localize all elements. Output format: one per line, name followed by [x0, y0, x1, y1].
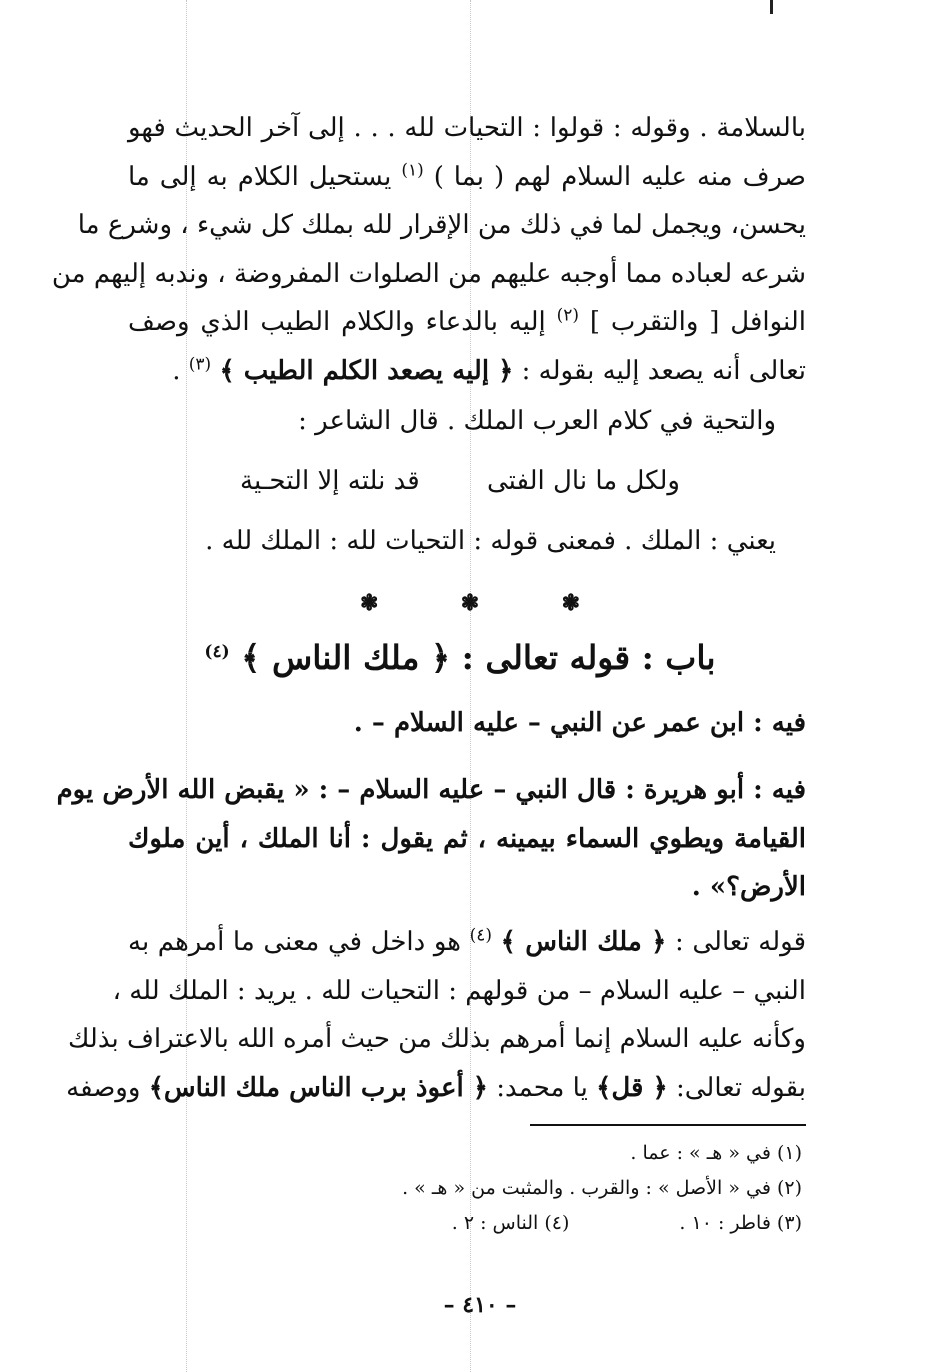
- poem-verse: [240, 466, 680, 506]
- footnote-2: (٢) في « الأصل » : والقرب . والمثبت من « هـ » .: [402, 1177, 802, 1199]
- footnote-3: (٣) فاطر : ١٠ .: [679, 1212, 802, 1234]
- footnote-ref[interactable]: (٤): [204, 642, 230, 662]
- footnote-ref[interactable]: (٤): [469, 925, 493, 946]
- star-ornament-icon: ❃: [460, 590, 480, 616]
- quran-verse: ﴿ قل﴾: [596, 1072, 668, 1103]
- text-segment: إليه بالدعاء والكلام الطيب الذي وصف: [128, 307, 546, 337]
- paragraph-1-line: [128, 347, 806, 396]
- text-segment: النوافل [ والتقرب ]: [589, 307, 807, 337]
- paragraph-1-line: بالسلامة . وقوله : قولوا : التحيات لله . . . إلى آخر الحديث فهو: [128, 113, 806, 143]
- footnote-1: (١) في « هـ » : عما .: [630, 1142, 802, 1164]
- scan-corner-mark: [770, 0, 773, 14]
- paragraph-3: يعني : الملك . فمعنى قوله : التحيات لله : الملك لله .: [205, 526, 776, 556]
- footnote-row: [102, 1206, 802, 1241]
- page-number: – ٤١٠ –: [443, 1292, 517, 1318]
- poem-hemistich-left: قد نلته إلا التحـية: [240, 466, 420, 496]
- footnote-separator-rule: [530, 1124, 806, 1126]
- text-segment: يا محمد:: [496, 1072, 588, 1103]
- text-segment: يستحيل الكلام به إلى ما: [128, 161, 392, 192]
- text-segment: ووصفه: [66, 1072, 141, 1103]
- paragraph-1-line: يحسن، ويجمل لما في ذلك من الإقرار لله بملك كل شيء ، وشرع ما: [77, 210, 806, 240]
- paragraph-1-line: [128, 298, 806, 347]
- quran-verse: ﴿ ملك الناس ﴾: [500, 927, 667, 957]
- footnote-4: (٤) الناس : ٢ .: [451, 1212, 570, 1234]
- text-segment: هو داخل في معنى ما أمرهم به: [128, 927, 461, 957]
- quran-verse: ﴿ أعوذ برب الناس ملك الناس﴾: [148, 1072, 488, 1103]
- chapter-heading: [180, 638, 740, 677]
- paragraph-1-line: شرعه لعباده مما أوجبه عليهم من الصلوات المفروضة ، وندبه إليهم من: [51, 258, 806, 289]
- footnote-ref[interactable]: (٢): [556, 305, 580, 326]
- paragraph-4-line: النبي – عليه السلام – من قولهم : التحيات لله . يريد : الملك لله ،: [112, 975, 806, 1006]
- hadith-line: الأرض؟» .: [691, 872, 806, 902]
- quran-verse: ﴿ إليه يصعد الكلم الطيب ﴾: [219, 355, 514, 386]
- footnotes: [102, 1136, 802, 1241]
- text-segment: .: [172, 355, 181, 386]
- text-segment: قوله تعالى :: [675, 927, 806, 957]
- text-segment: تعالى أنه يصعد إليه بقوله :: [521, 355, 806, 386]
- paragraph-4-line: وكأنه عليه السلام إنما أمرهم بذلك من حيث أمره الله بالاعتراف بذلك: [67, 1024, 806, 1054]
- paragraph-4: [66, 918, 806, 1112]
- poem-hemistich-right: ولكل ما نال الفتى: [486, 466, 680, 496]
- paragraph-4-line: [128, 918, 806, 967]
- chapter-heading-text: باب : قوله تعالى : ﴿ ملك الناس ﴾: [241, 638, 716, 677]
- star-ornament-icon: ❃: [561, 590, 580, 616]
- section-separator: [360, 590, 580, 616]
- paragraph-1: [51, 104, 807, 395]
- hadith-source-ibn-umar: فيه : ابن عمر عن النبي – عليه السلام – .: [353, 708, 806, 738]
- footnote-ref[interactable]: (١): [401, 159, 424, 180]
- hadith-abu-hurayra: [56, 766, 806, 912]
- hadith-line: فيه : أبو هريرة : قال النبي – عليه السلام – : « يقبض الله الأرض يوم: [56, 775, 806, 805]
- paragraph-1-line: [128, 153, 806, 202]
- paragraph-2: والتحية في كلام العرب الملك . قال الشاعر :: [298, 406, 776, 436]
- hadith-line: القيامة ويطوي السماء بيمينه ، ثم يقول : أنا الملك ، أين ملوك: [128, 823, 806, 854]
- footnote-ref[interactable]: (٣): [188, 353, 212, 374]
- star-ornament-icon: ❃: [360, 590, 379, 616]
- text-segment: صرف منه عليه السلام لهم ( بما ): [433, 161, 806, 192]
- text-segment: بقوله تعالى:: [676, 1072, 806, 1103]
- paragraph-4-line: [66, 1064, 806, 1113]
